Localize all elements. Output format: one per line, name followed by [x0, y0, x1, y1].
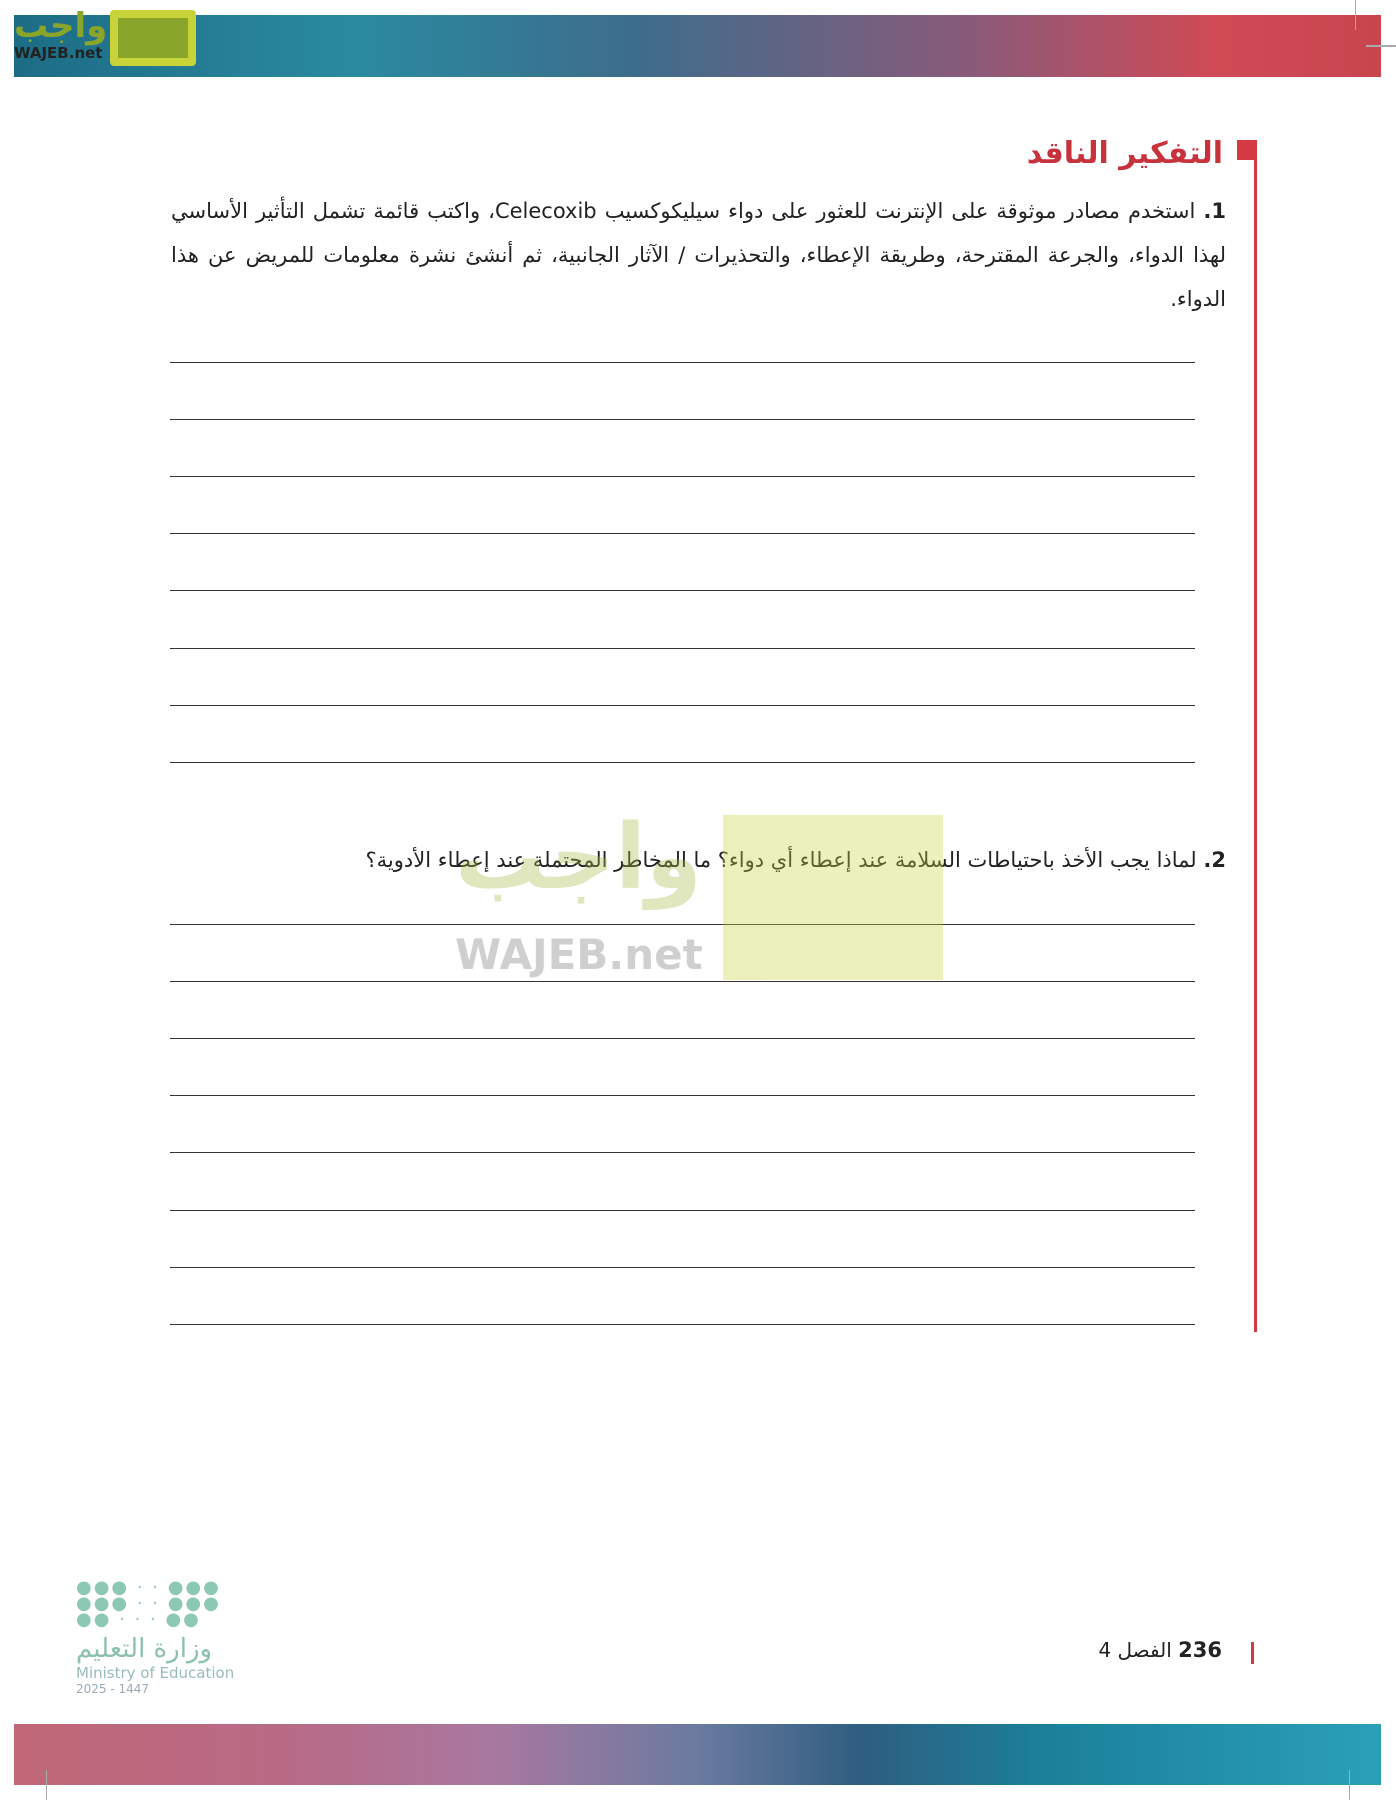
question-text: استخدم مصادر موثوقة على الإنترنت للعثور على دواء سيليكوكسيب Celecoxib، واكتب قائمة تشمل التأثير الأساسي لهذا الدواء، والجرعة المقترحة، وطريقة الإعطاء، والتحذيرات / الآثار الجانبية، ثم أنشئ نشرة معلومات للمريض عن هذا الدواء.	[171, 199, 1226, 311]
crop-mark	[1366, 45, 1396, 47]
answer-line[interactable]	[170, 419, 1195, 420]
answer-line[interactable]	[170, 476, 1195, 477]
header-banner	[14, 15, 1381, 77]
footer-marker	[1251, 1642, 1254, 1664]
question-text: لماذا يجب الأخذ باحتياطات السلامة عند إعطاء أي دواء؟ ما المخاطر المحتملة عند إعطاء الأدوية؟	[365, 848, 1197, 872]
answer-line[interactable]	[170, 924, 1195, 925]
answer-line[interactable]	[170, 362, 1195, 363]
footer-banner	[14, 1724, 1381, 1785]
crop-mark	[1349, 1770, 1350, 1800]
chapter-label: الفصل 4	[1098, 1638, 1172, 1662]
watermark-logo: واجب WAJEB.net	[455, 815, 945, 985]
page-number: 236	[1178, 1638, 1222, 1662]
wajeb-logo: واجب WAJEB.net	[10, 6, 190, 66]
answer-line[interactable]	[170, 1152, 1195, 1153]
answer-line[interactable]	[170, 705, 1195, 706]
crop-mark	[46, 1770, 47, 1800]
ministry-logo	[76, 1577, 251, 1725]
answer-line[interactable]	[170, 1210, 1195, 1211]
crop-mark	[1355, 0, 1356, 30]
page-footer	[1098, 1638, 1222, 1662]
margin-rule	[1254, 140, 1257, 1332]
answer-line[interactable]	[170, 1038, 1195, 1039]
answer-line[interactable]	[170, 1267, 1195, 1268]
question-number: 1.	[1203, 199, 1226, 223]
ministry-emblem: ●●● · · ●●● ●●● · · ●●● ●● · · · ●●	[76, 1577, 221, 1630]
answer-line[interactable]	[170, 1095, 1195, 1096]
question-1	[171, 189, 1226, 321]
answer-line[interactable]	[170, 1324, 1195, 1325]
answer-line[interactable]	[170, 981, 1195, 982]
question-number: 2.	[1203, 848, 1226, 872]
ministry-name-en: Ministry of Education	[76, 1664, 235, 1682]
answer-line[interactable]	[170, 648, 1195, 649]
question-2	[171, 838, 1226, 882]
year: 2025 - 1447	[76, 1682, 150, 1696]
answer-line[interactable]	[170, 762, 1195, 763]
ministry-name-ar: وزارة التعليم	[76, 1634, 213, 1664]
answer-line[interactable]	[170, 590, 1195, 591]
answer-line[interactable]	[170, 533, 1195, 534]
section-title: التفكير الناقد	[1026, 136, 1223, 171]
